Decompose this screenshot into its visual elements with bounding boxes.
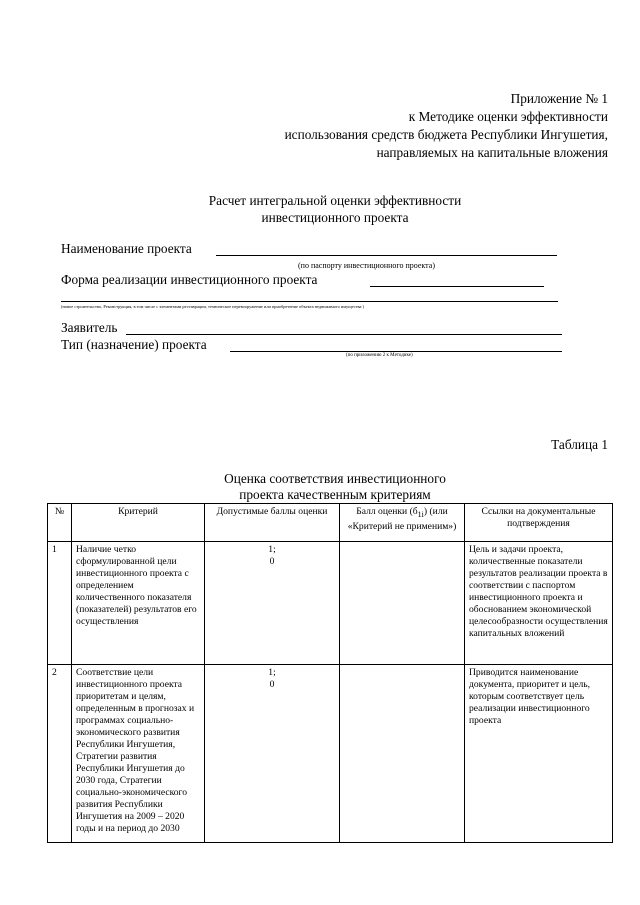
table-number: Таблица 1 [551, 437, 608, 452]
allowed-score-0: 0 [269, 679, 275, 690]
table-title-line-2: проекта качественным критериям [239, 487, 431, 502]
project-type-line[interactable] [230, 351, 562, 352]
table-row [48, 542, 613, 665]
row-score-cell[interactable] [340, 665, 465, 843]
appendix-line-3: использования средств бюджета Республики Ингушетия, [284, 127, 608, 142]
header-references: Ссылки на документальные подтверждения [465, 504, 613, 542]
header-score-post: ) (или «Критерий не применим») [347, 506, 457, 532]
project-type-label: Тип (назначение) проекта [61, 337, 207, 352]
row-criterion: Соответствие цели инвестиционного проекта приоритетам и целям, определенным в прогнозах и программах социально-экономического развития Республики Ингушетия, Стратегии развития Республики Ингушетия до 2030 года, Стратегии социально-экономического развития Республики Ингушетия на 2009 – 2020 годы и на период до 2030 [72, 665, 205, 843]
row-num: 1 [48, 542, 72, 665]
appendix-line-4: направляемых на капитальные вложения [376, 145, 608, 160]
header-criterion: Критерий [72, 504, 205, 542]
document-title [150, 192, 520, 226]
table-title [150, 471, 520, 503]
applicant-label: Заявитель [61, 320, 118, 335]
appendix-line-1: Приложение № 1 [510, 91, 608, 106]
header-score-sub: 1i [417, 509, 424, 519]
form-line-2[interactable] [61, 301, 558, 302]
row-references: Цель и задачи проекта, количественные показатели результатов реализации проекта в соответствии с паспортом инвестиционного проекта и обоснованием экономической целесообразности осуществления капитальных вложений [465, 542, 613, 665]
table-title-line-1: Оценка соответствия инвестиционного [224, 471, 446, 486]
header-score [340, 504, 465, 542]
title-line-2: инвестиционного проекта [261, 210, 409, 225]
allowed-score-0: 0 [269, 556, 275, 567]
table-row [48, 665, 613, 843]
row-criterion: Наличие четко сформулированной цели инвестиционного проекта с определением количественного показателя (показателей) результатов его осуществления [72, 542, 205, 665]
table-header-row [48, 504, 613, 542]
header-allowed-scores: Допустимые баллы оценки [205, 504, 340, 542]
allowed-score-1: 1; [268, 667, 276, 678]
row-allowed-scores [205, 542, 340, 665]
row-num: 2 [48, 665, 72, 843]
row-allowed-scores [205, 665, 340, 843]
project-type-hint: (по приложению 2 к Методике) [346, 353, 413, 358]
form-hint: (новое строительство, Реконструкция, в том числе с элементами реставрации, техническое перевооружение или приобретение объекта недвижимого имущества ) [61, 304, 365, 309]
header-score-pre: Балл оценки (б [356, 506, 418, 517]
allowed-score-1: 1; [268, 544, 276, 555]
appendix-header [285, 90, 608, 162]
title-line-1: Расчет интегральной оценки эффективности [208, 193, 462, 208]
row-score-cell[interactable] [340, 542, 465, 665]
appendix-line-2: к Методике оценки эффективности [408, 109, 608, 124]
row-references: Приводится наименование документа, приоритет и цель, которым соответствует цель реализации инвестиционного проекта [465, 665, 613, 843]
form-line[interactable] [370, 286, 544, 287]
project-name-hint: (по паспорту инвестиционного проекта) [298, 261, 435, 270]
applicant-line[interactable] [126, 334, 562, 335]
criteria-table [47, 503, 613, 843]
form-label: Форма реализации инвестиционного проекта [61, 272, 318, 287]
project-name-line[interactable] [216, 255, 557, 256]
project-name-label: Наименование проекта [61, 241, 192, 256]
header-num: № [48, 504, 72, 542]
